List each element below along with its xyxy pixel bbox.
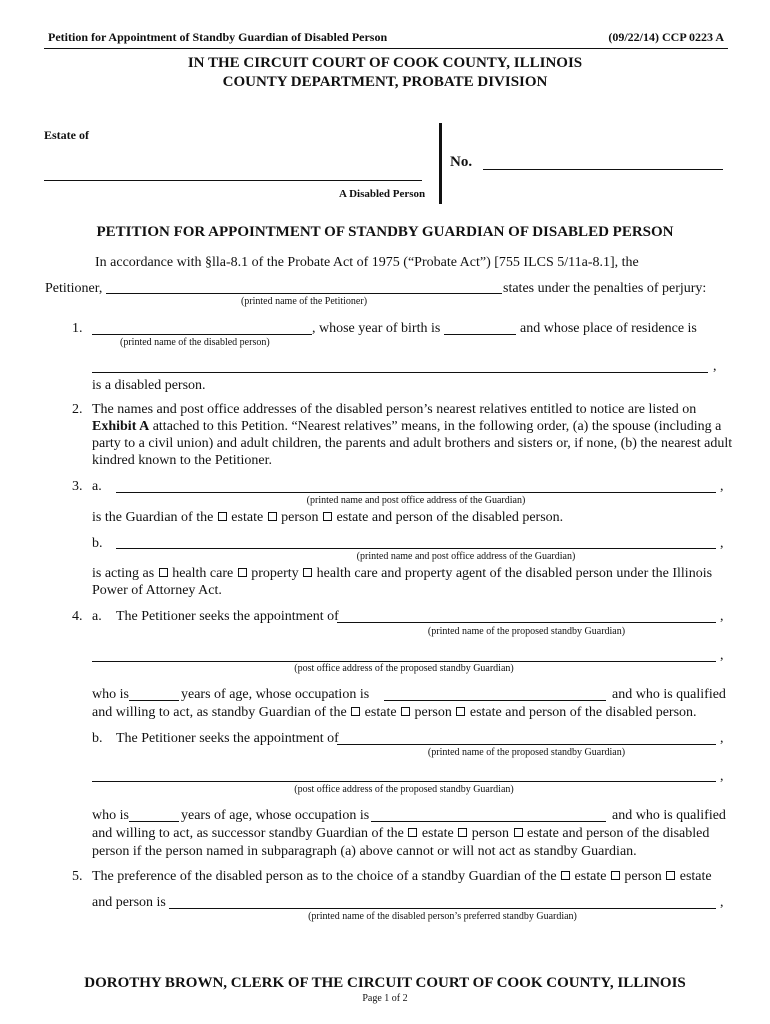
- court-department: COUNTY DEPARTMENT, PROBATE DIVISION: [222, 74, 548, 90]
- exhibit-a-label: Exhibit A: [92, 419, 150, 434]
- p3b-acting-line: [92, 566, 712, 582]
- p4b-person-checkbox[interactable]: [458, 828, 467, 837]
- p1-residence-field[interactable]: [92, 372, 708, 373]
- p3b-health-care-checkbox[interactable]: [159, 568, 168, 577]
- p5-preference-line: [92, 869, 712, 885]
- p4a-estate-person-label: estate and person of the disabled person.: [469, 705, 697, 720]
- p4a-who-is: who is: [92, 687, 129, 702]
- p4a-person-label: person: [414, 705, 452, 720]
- p4b-age-field[interactable]: [129, 821, 179, 822]
- p4b-estate-label: estate: [421, 826, 454, 841]
- p5-preferred-caption: (printed name of the disabled person’s preferred standby Guardian): [308, 911, 577, 922]
- p5-estate-label: estate: [574, 869, 607, 884]
- p4b-address-field[interactable]: [92, 781, 716, 782]
- p3a-guardian-of: is the Guardian of the: [92, 510, 214, 525]
- p4b-label: b.: [92, 731, 103, 746]
- p3b-health-care-label: health care: [172, 566, 234, 581]
- p1-name-caption: (printed name of the disabled person): [120, 337, 270, 348]
- p1-number: 1.: [72, 321, 83, 336]
- p4a-person-checkbox[interactable]: [401, 707, 410, 716]
- p4a-address-field[interactable]: [92, 661, 716, 662]
- p4b-occupation-field[interactable]: [371, 821, 606, 822]
- p3b-comma: ,: [720, 536, 724, 551]
- p4b-comma: ,: [720, 731, 724, 746]
- p1-birth-year-field[interactable]: [444, 334, 516, 335]
- p3a-guardian-line: [92, 510, 563, 526]
- form-title: Petition for Appointment of Standby Guardian of Disabled Person: [48, 30, 388, 44]
- form-code: (09/22/14) CCP 0223 A: [608, 30, 724, 44]
- p3b-label: b.: [92, 536, 103, 551]
- p4b-estate-person-label: estate and person of the disabled: [527, 826, 710, 841]
- p3b-property-label: property: [251, 566, 299, 581]
- p1-comma: ,: [713, 359, 717, 374]
- clerk-footer: DOROTHY BROWN, CLERK OF THE CIRCUIT COURT OF COOK COUNTY, ILLINOIS: [84, 975, 686, 991]
- caption-divider: [439, 123, 442, 204]
- p3a-estate-person-checkbox[interactable]: [323, 512, 332, 521]
- p2-number: 2.: [72, 402, 83, 417]
- p4b-estate-checkbox[interactable]: [408, 828, 417, 837]
- p4b-willing-line: [92, 826, 709, 842]
- p1-disabled-name-field[interactable]: [92, 334, 312, 335]
- p3b-property-checkbox[interactable]: [238, 568, 247, 577]
- p4a-age-field[interactable]: [129, 700, 179, 701]
- p3a-estate-checkbox[interactable]: [218, 512, 227, 521]
- p4b-years-occ: years of age, whose occupation is: [181, 808, 370, 823]
- p3a-person-checkbox[interactable]: [268, 512, 277, 521]
- p4a-address-caption: (post office address of the proposed standby Guardian): [294, 663, 514, 674]
- header-rule: [44, 48, 728, 49]
- petitioner-label: Petitioner,: [45, 281, 103, 296]
- p3a-estate-person-label: estate and person of the disabled person.: [336, 510, 564, 525]
- p3a-estate-label: estate: [231, 510, 264, 525]
- perjury-text: states under the penalties of perjury:: [503, 281, 707, 296]
- disabled-person-name-line[interactable]: [44, 180, 422, 181]
- p5-estate-person-checkbox[interactable]: [666, 871, 675, 880]
- p4a-willing-text: and willing to act, as standby Guardian of the: [92, 705, 347, 720]
- p5-person-checkbox[interactable]: [611, 871, 620, 880]
- p3a-comma: ,: [720, 479, 724, 494]
- estate-of-label: Estate of: [44, 128, 89, 142]
- p5-estate-checkbox[interactable]: [561, 871, 570, 880]
- p4a-address-comma: ,: [720, 648, 724, 663]
- p4a-label: a.: [92, 609, 102, 624]
- disabled-person-label: A Disabled Person: [339, 188, 426, 200]
- p5-preference-text: The preference of the disabled person as to the choice of a standby Guardian of the: [92, 869, 557, 884]
- p4b-address-comma: ,: [720, 769, 724, 784]
- p4a-years-occ: years of age, whose occupation is: [181, 687, 370, 702]
- p4a-proposed-caption: (printed name of the proposed standby Guardian): [427, 626, 626, 637]
- petition-title: PETITION FOR APPOINTMENT OF STANDBY GUARDIAN OF DISABLED PERSON: [96, 224, 674, 240]
- p3a-caption: (printed name and post office address of the Guardian): [306, 495, 526, 506]
- p4a-seeks: The Petitioner seeks the appointment of: [116, 609, 339, 624]
- p5-preferred-guardian-field[interactable]: [169, 908, 716, 909]
- p4a-willing-line: [92, 705, 697, 721]
- p4b-estate-person-checkbox[interactable]: [514, 828, 523, 837]
- p1-is-disabled: is a disabled person.: [92, 378, 206, 393]
- p2-line3: party to a civil union) and adult children, the parents and adult brothers and sisters or, if none, (b) the nearest adult: [92, 436, 733, 451]
- p4b-qualified: and who is qualified: [612, 808, 726, 823]
- petitioner-name-field[interactable]: [106, 293, 502, 294]
- p4a-estate-person-checkbox[interactable]: [456, 707, 465, 716]
- case-number-field[interactable]: [483, 169, 723, 170]
- p3b-acting-as: is acting as: [92, 566, 155, 581]
- petitioner-caption: (printed name of the Petitioner): [240, 296, 368, 307]
- p4a-occupation-field[interactable]: [384, 700, 606, 701]
- p2-line1: The names and post office addresses of the disabled person’s nearest relatives entitled to notice are listed on: [92, 402, 697, 417]
- p5-estate-end-label: estate: [679, 869, 712, 884]
- p1-residence-text: and whose place of residence is: [520, 321, 697, 336]
- p2-line4: kindred known to the Petitioner.: [92, 453, 273, 468]
- p1-year-text: , whose year of birth is: [312, 321, 441, 336]
- p4a-qualified: and who is qualified: [612, 687, 726, 702]
- p5-comma: ,: [720, 895, 724, 910]
- p4b-proposed-caption: (printed name of the proposed standby Guardian): [427, 747, 626, 758]
- p3-number: 3.: [72, 479, 83, 494]
- p3b-guardian-field[interactable]: [116, 548, 716, 549]
- page-number: Page 1 of 2: [362, 993, 408, 1004]
- p4b-proposed-name-field[interactable]: [337, 744, 716, 745]
- intro-line: In accordance with §lla-8.1 of the Probate Act of 1975 (“Probate Act”) [755 ILCS 5/11a-8.1], the: [95, 255, 639, 270]
- case-number-label: No.: [450, 154, 473, 170]
- p4b-address-caption: (post office address of the proposed standby Guardian): [294, 784, 514, 795]
- p5-and-person-is: and person is: [92, 895, 166, 910]
- p4a-comma: ,: [720, 609, 724, 624]
- p4b-seeks: The Petitioner seeks the appointment of: [116, 731, 339, 746]
- p2-line2: [92, 419, 721, 435]
- p4a-proposed-name-field[interactable]: [337, 622, 716, 623]
- p4-number: 4.: [72, 609, 83, 624]
- court-name: IN THE CIRCUIT COURT OF COOK COUNTY, ILLINOIS: [187, 55, 583, 71]
- p3b-both-checkbox[interactable]: [303, 568, 312, 577]
- p4a-estate-label: estate: [364, 705, 397, 720]
- p4b-person-label: person: [471, 826, 510, 841]
- p4b-successor-line3: person if the person named in subparagraph (a) above cannot or will not act as standby Guardian.: [92, 844, 637, 859]
- p4a-estate-checkbox[interactable]: [351, 707, 360, 716]
- p3a-guardian-field[interactable]: [116, 492, 716, 493]
- p4b-who-is: who is: [92, 808, 129, 823]
- p3b-agent-text: health care and property agent of the disabled person under the Illinois: [316, 566, 713, 581]
- p5-person-label: person: [624, 869, 662, 884]
- p3b-caption: (printed name and post office address of the Guardian): [356, 551, 576, 562]
- p3a-person-label: person: [281, 510, 319, 525]
- p2-line2-text: attached to this Petition. “Nearest relatives” means, in the following order, (a) the spouse (including a: [149, 419, 722, 434]
- p3a-label: a.: [92, 479, 102, 494]
- p4b-willing-text: and willing to act, as successor standby Guardian of the: [92, 826, 404, 841]
- p3b-poa: Power of Attorney Act.: [92, 583, 222, 598]
- p5-number: 5.: [72, 869, 83, 884]
